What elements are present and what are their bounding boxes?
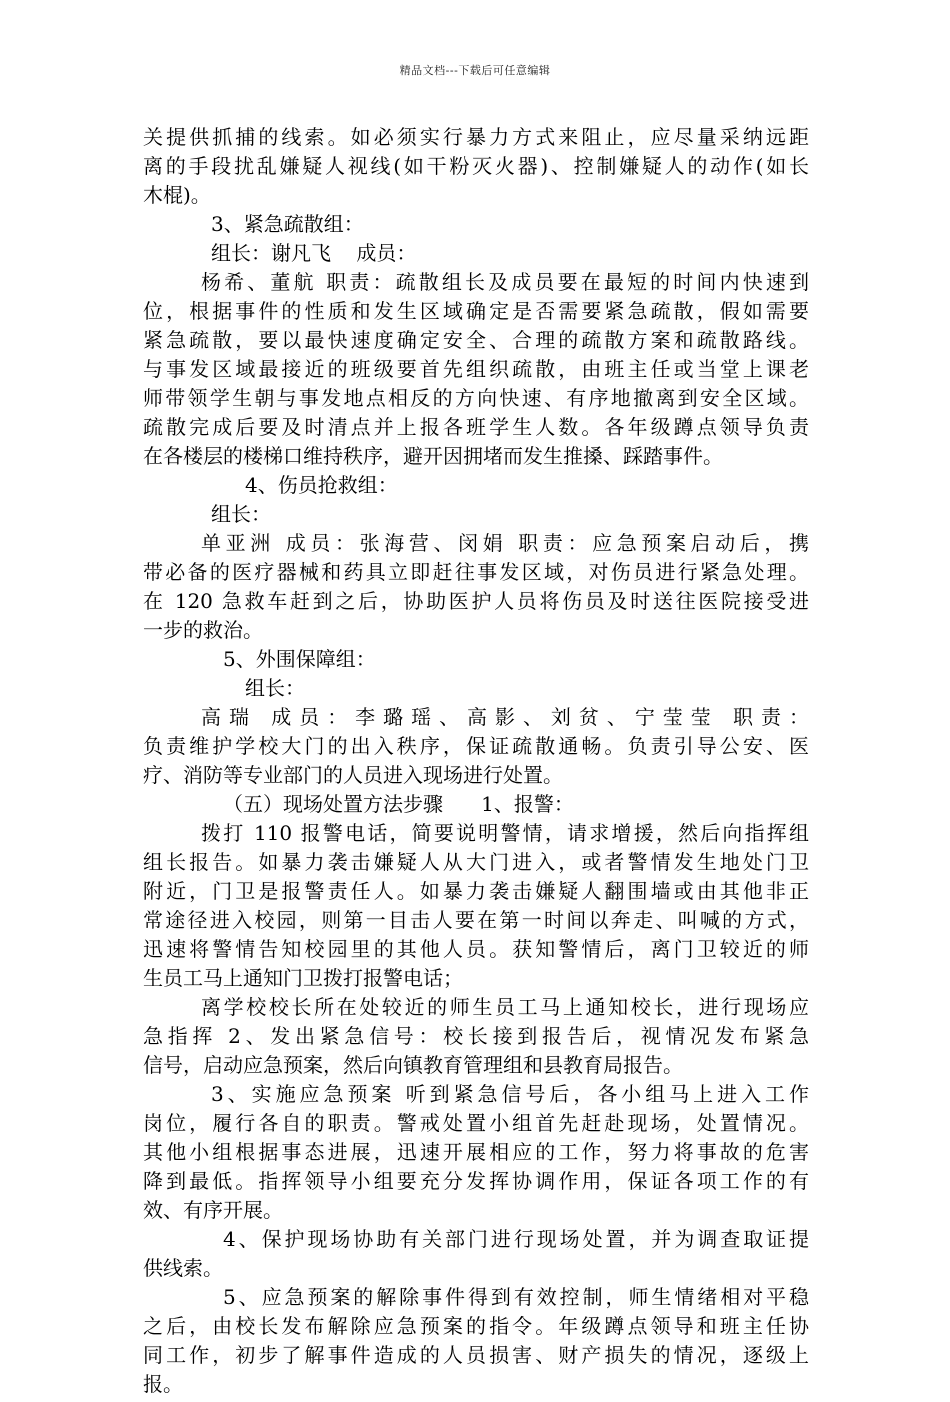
text-line: （五）现场处置方法步骤 1、报警： bbox=[223, 793, 574, 816]
text-line: 5、外围保障组： bbox=[223, 648, 376, 671]
text-line: 组长： bbox=[211, 503, 271, 526]
text-line: 与事发区域最接近的班级要首先组织疏散，由班主任或当堂上课老 bbox=[143, 358, 809, 381]
text-line: 其他小组根据事态进展，迅速开展相应的工作，努力将事故的危害 bbox=[143, 1141, 809, 1164]
text-line: 单亚洲 成员：张海营、闵娟 职责：应急预案启动后，携 bbox=[201, 532, 809, 555]
text-line: 迅速将警情告知校园里的其他人员。获知警情后，离门卫较近的师 bbox=[143, 938, 809, 961]
text-line: 3、实施应急预案 听到紧急信号后，各小组马上进入工作 bbox=[211, 1083, 809, 1106]
text-line: 疏散完成后要及时清点并上报各班学生人数。各年级蹲点领导负责 bbox=[143, 416, 809, 439]
text-line: 高瑞 成员：李璐瑶、高影、刘贫、宁莹莹 职责： bbox=[201, 706, 809, 729]
text-line: 紧急疏散，要以最快速度确定安全、合理的疏散方案和疏散路线。 bbox=[143, 329, 809, 352]
document-body bbox=[143, 126, 809, 1402]
text-line: 4、伤员抢救组： bbox=[245, 474, 398, 497]
text-line: 常途径进入校园，则第一目击人要在第一时间以奔走、叫喊的方式， bbox=[143, 909, 809, 932]
text-line: 离的手段扰乱嫌疑人视线(如干粉灭火器)、控制嫌疑人的动作(如长 bbox=[143, 155, 809, 178]
text-line: 岗位，履行各自的职责。警戒处置小组首先赶赴现场，处置情况。 bbox=[143, 1112, 809, 1135]
text-line: 拨打 110 报警电话，简要说明警情，请求增援，然后向指挥组 bbox=[201, 822, 809, 845]
page-header: 精品文档---下载后可任意编辑 bbox=[399, 64, 551, 77]
text-line: 师带领学生朝与事发地点相反的方向快速、有序地撤离到安全区域。 bbox=[143, 387, 809, 410]
text-line: 附近，门卫是报警责任人。如暴力袭击嫌疑人翻围墙或由其他非正 bbox=[143, 880, 809, 903]
text-line: 之后，由校长发布解除应急预案的指令。年级蹲点领导和班主任协 bbox=[143, 1315, 809, 1338]
text-line: 急指挥 2、发出紧急信号：校长接到报告后，视情况发布紧急 bbox=[143, 1025, 809, 1048]
text-line: 3、紧急疏散组： bbox=[211, 213, 364, 236]
text-line: 同工作，初步了解事件造成的人员损害、财产损失的情况，逐级上 bbox=[143, 1344, 809, 1367]
text-line: 在 120 急救车赶到之后，协助医护人员将伤员及时送往医院接受进 bbox=[143, 590, 809, 613]
text-line: 5、应急预案的解除事件得到有效控制，师生情绪相对平稳 bbox=[223, 1286, 809, 1309]
text-line: 组长： bbox=[245, 677, 305, 700]
text-line: 生员工马上通知门卫拨打报警电话； bbox=[143, 967, 463, 990]
text-line: 在各楼层的楼梯口维持秩序，避开因拥堵而发生推搡、踩踏事件。 bbox=[143, 445, 723, 468]
text-line: 离学校校长所在处较近的师生员工马上通知校长，进行现场应 bbox=[201, 996, 809, 1019]
text-line: 组长报告。如暴力袭击嫌疑人从大门进入，或者警情发生地处门卫 bbox=[143, 851, 809, 874]
text-line: 一步的救治。 bbox=[143, 619, 263, 642]
text-line: 木棍)。 bbox=[143, 184, 211, 207]
text-line: 报。 bbox=[143, 1373, 183, 1396]
text-line: 杨希、董航 职责：疏散组长及成员要在最短的时间内快速到 bbox=[201, 271, 809, 294]
text-line: 4、保护现场协助有关部门进行现场处置，并为调查取证提 bbox=[223, 1228, 809, 1251]
text-line: 供线索。 bbox=[143, 1257, 223, 1280]
text-line: 降到最低。指挥领导小组要充分发挥协调作用，保证各项工作的有 bbox=[143, 1170, 809, 1193]
text-line: 带必备的医疗器械和药具立即赶往事发区域，对伤员进行紧急处理。 bbox=[143, 561, 809, 584]
text-line: 组长：谢凡飞 成员： bbox=[211, 242, 417, 265]
text-line: 信号，启动应急预案，然后向镇教育管理组和县教育局报告。 bbox=[143, 1054, 683, 1077]
text-line: 疗、消防等专业部门的人员进入现场进行处置。 bbox=[143, 764, 563, 787]
text-line: 位，根据事件的性质和发生区域确定是否需要紧急疏散，假如需要 bbox=[143, 300, 809, 323]
text-line: 效、有序开展。 bbox=[143, 1199, 283, 1222]
text-line: 关提供抓捕的线索。如必须实行暴力方式来阻止，应尽量采纳远距 bbox=[143, 126, 809, 149]
text-line: 负责维护学校大门的出入秩序，保证疏散通畅。负责引导公安、医 bbox=[143, 735, 809, 758]
